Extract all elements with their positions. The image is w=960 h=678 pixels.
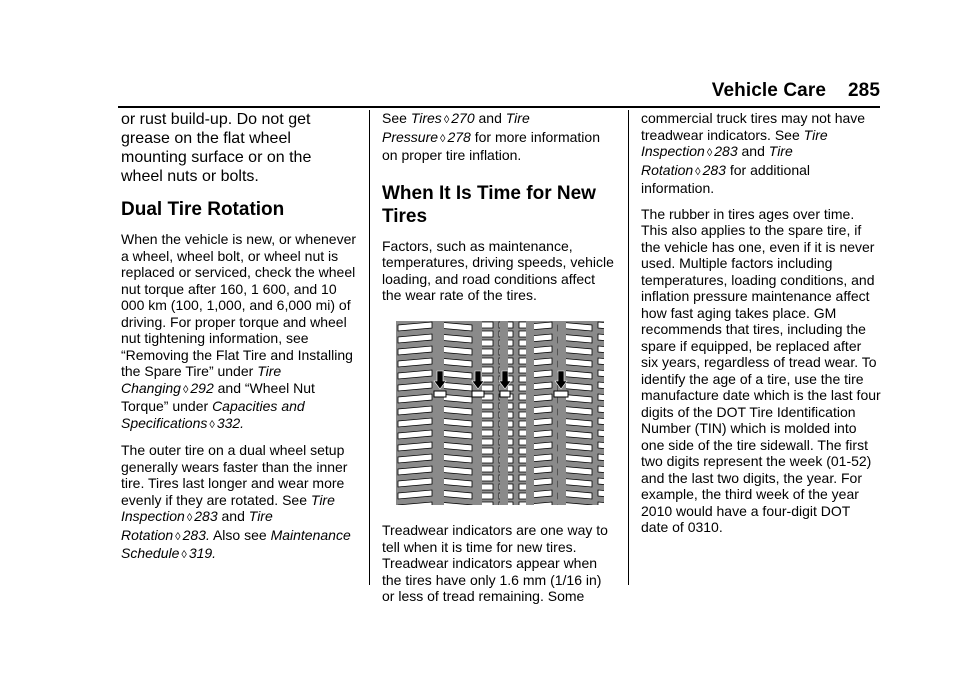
column-2	[382, 110, 614, 614]
xref-tire-pressure[interactable]: Tire Pressure	[382, 110, 530, 145]
column-1	[121, 110, 356, 573]
lead-paragraph: or rust build-up. Do not get grease on the flat wheel mounting surface or on the wheel nuts or bolts.	[121, 111, 312, 185]
xref-tire-inspection-c3[interactable]: Tire Inspection	[641, 126, 828, 159]
treadwear-bar-3	[500, 391, 510, 397]
section-title: Vehicle Care	[711, 80, 826, 101]
treadwear-bar-1	[434, 391, 446, 397]
xref-tires[interactable]: Tires	[410, 110, 442, 126]
xref-page-332[interactable]: 332.	[216, 414, 245, 431]
xref-icon: ◊	[695, 165, 701, 178]
xref-page-283-c3[interactable]: 283	[714, 143, 738, 159]
dual-rotation-paragraph-1: When the vehicle is new, or whenever a wheel, wheel bolt, or wheel nut is replaced or serviced, check the wheel nut torque after 160, 1 600, and 10 000 km (100, 1,000, and 6,000 mi) of driving. For proper torque and wheel nut tightening information, see “Removing the Flat Tire and Installing the Spare Tire” under Tire Changing ◊ 292 and “Wheel Nut Torque” under Capacities and Specifications ◊ 332.	[121, 231, 357, 431]
tread-rib-center-right	[508, 321, 526, 505]
xref-icon: ◊	[182, 383, 189, 396]
treadwear-indicators-paragraph: Treadwear indicators are one way to tell when it is time for new tires. Treadwear indicators appear when the tires have only 1.6 mm (1/16 in) or less of tread remaining. Some	[382, 522, 608, 604]
page-header	[0, 80, 880, 102]
new-tires-heading: When It Is Time for New Tires	[382, 182, 596, 227]
tread-rib-left	[444, 321, 474, 505]
xref-page-319[interactable]: 319.	[188, 545, 217, 561]
xref-icon: ◊	[209, 418, 215, 431]
wear-factors-paragraph: Factors, such as maintenance, temperatures, driving speeds, vehicle loading, and road conditions affect the wear rate of the tires.	[382, 237, 614, 303]
xref-icon: ◊	[443, 114, 450, 126]
dual-rotation-paragraph-2: The outer tire on a dual wheel setup generally wears faster than the inner tire. Tires last longer and wear more evenly if they are rotated. See Tire Inspection ◊ 283 and Tire Rotation ◊ 283. Also see Maintenance Schedule ◊ 319.	[121, 442, 351, 561]
treadwear-bar-4	[554, 391, 568, 397]
header-rule	[118, 106, 880, 108]
commercial-tires-paragraph: commercial truck tires may not have treadwear indicators. See Tire Inspection ◊ 283 and Tire Rotation ◊ 283 for additional information.	[641, 110, 866, 196]
column-divider-2	[628, 110, 629, 585]
xref-tire-rotation-c3[interactable]: Tire Rotation	[641, 143, 793, 178]
xref-page-278[interactable]: 278	[447, 128, 471, 145]
column-3	[641, 110, 881, 545]
treadwear-indicator-illustration	[396, 321, 604, 505]
xref-icon: ◊	[175, 530, 181, 543]
tread-rib-outer-left	[396, 321, 436, 505]
treadwear-bar-2	[472, 391, 484, 397]
tread-rib-center-left	[482, 321, 500, 505]
xref-icon: ◊	[706, 147, 713, 159]
xref-icon: ◊	[186, 512, 193, 524]
xref-page-270[interactable]: 270	[451, 110, 475, 126]
xref-capacities-specifications[interactable]: Capacities and Specifications	[121, 398, 305, 431]
xref-page-292[interactable]: 292	[190, 379, 214, 396]
xref-tire-rotation[interactable]: Tire Rotation	[121, 508, 273, 543]
dual-tire-rotation-heading: Dual Tire Rotation	[121, 199, 285, 220]
tire-aging-paragraph: The rubber in tires ages over time. This also applies to the spare tire, if the vehicle has one, even if it is never used. Multiple factors including temperatures, loading conditions, and inflation pressure maintenance affect how fast aging takes place. GM recommends that tires, including the spare if equipped, be replaced after six years, regardless of tread wear. To identify the age of a tire, use the tire manufacture date which is the last four digits of the DOT Tire Identification Number (TIN) which is molded into one side of the tire sidewall. The first two digits represent the week (01-52) and the last two digits, the year. For example, the third week of the year 2010 would have a four-digit DOT date of 0310.	[641, 205, 881, 535]
xref-page-283b[interactable]: 283.	[182, 526, 210, 543]
tread-rib-outer-right	[566, 321, 604, 505]
xref-icon: ◊	[181, 549, 187, 561]
xref-page-283b-c3[interactable]: 283	[702, 161, 726, 178]
tread-rib-right	[534, 321, 558, 505]
xref-maintenance-schedule[interactable]: Maintenance Schedule	[121, 526, 351, 561]
page-number: 285	[847, 80, 880, 101]
tire-pressure-reference: See Tires ◊ 270 and Tire Pressure ◊ 278 for more information on proper tire inflation.	[382, 110, 600, 163]
column-divider-1	[369, 110, 370, 585]
xref-tire-inspection[interactable]: Tire Inspection	[121, 491, 335, 524]
xref-page-283[interactable]: 283	[194, 508, 218, 524]
xref-tire-changing[interactable]: Tire Changing	[121, 363, 282, 396]
xref-icon: ◊	[440, 132, 446, 145]
